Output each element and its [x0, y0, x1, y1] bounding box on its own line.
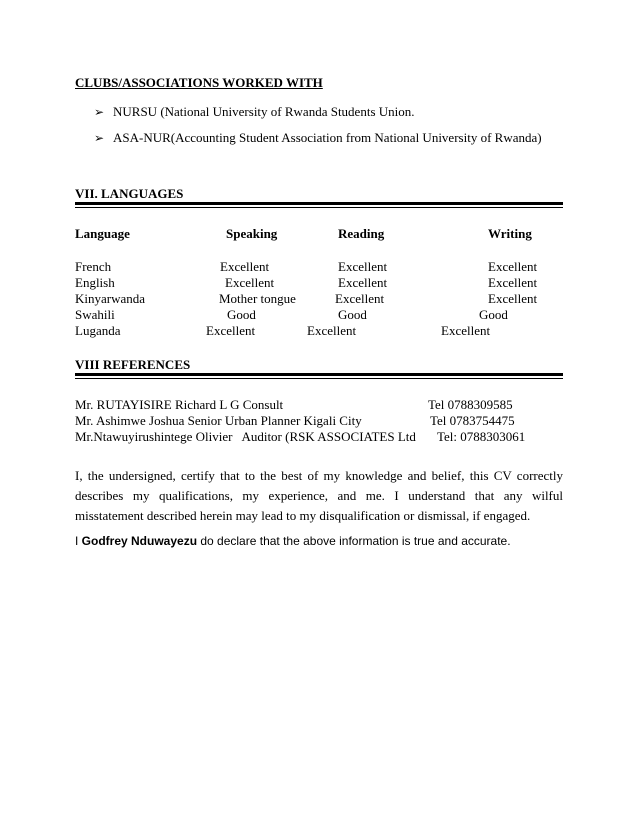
certification-paragraph: I, the undersigned, certify that to the best of my knowledge and belief, this CV correctly describes my qualifications, my experience, and me. I understand that any wilful misstatement described herein may lead to my disqualification or dismissal, if engaged.	[75, 468, 563, 523]
club-item-nursu: NURSU (National University of Rwanda Students Union.	[113, 104, 415, 119]
lang-cell-writing: Excellent	[488, 275, 538, 290]
lang-cell-language: French	[75, 259, 112, 274]
reference-tel: Tel: 0788303061	[437, 429, 526, 444]
col-header-writing: Writing	[488, 226, 532, 241]
lang-cell-language: Luganda	[75, 323, 121, 338]
lang-cell-speaking: Good	[227, 307, 256, 322]
lang-cell-reading: Good	[338, 307, 367, 322]
declaration-suffix: do declare that the above information is true and accurate.	[197, 534, 511, 548]
lang-cell-writing: Excellent	[488, 291, 538, 306]
declaration-prefix: I	[75, 534, 82, 548]
reference-name: Mr.Ntawuyirushintege Olivier Auditor (RSK ASSOCIATES Ltd	[75, 429, 416, 444]
reference-tel: Tel 0783754475	[430, 413, 515, 428]
languages-rule-thin	[75, 207, 563, 208]
lang-cell-language: Swahili	[75, 307, 115, 322]
lang-cell-reading: Excellent	[335, 291, 385, 306]
languages-rule-thick	[75, 202, 563, 205]
reference-tel: Tel 0788309585	[428, 397, 513, 412]
lang-cell-writing: Excellent	[488, 259, 538, 274]
col-header-speaking: Speaking	[226, 226, 278, 241]
lang-cell-reading: Excellent	[338, 275, 388, 290]
lang-cell-writing: Good	[479, 307, 508, 322]
col-header-reading: Reading	[338, 226, 385, 241]
lang-cell-language: English	[75, 275, 115, 290]
reference-name: Mr. Ashimwe Joshua Senior Urban Planner Kigali City	[75, 413, 362, 428]
col-header-language: Language	[75, 226, 130, 241]
references-rule-thick	[75, 373, 563, 376]
languages-heading: VII. LANGUAGES	[75, 186, 184, 201]
references-rule-thin	[75, 378, 563, 379]
reference-name: Mr. RUTAYISIRE Richard L G Consult	[75, 397, 284, 412]
declarant-name: Godfrey Nduwayezu	[81, 534, 198, 548]
lang-cell-reading: Excellent	[307, 323, 357, 338]
lang-cell-speaking: Excellent	[206, 323, 256, 338]
lang-cell-reading: Excellent	[338, 259, 388, 274]
lang-cell-speaking: Mother tongue	[219, 291, 296, 306]
arrow-bullet-icon: ➢	[94, 131, 105, 145]
declaration-line	[75, 533, 511, 549]
lang-cell-writing: Excellent	[441, 323, 491, 338]
lang-cell-speaking: Excellent	[225, 275, 275, 290]
club-item-asa-nur: ASA-NUR(Accounting Student Association from National University of Rwanda)	[113, 130, 542, 145]
arrow-bullet-icon: ➢	[94, 105, 105, 119]
references-heading: VIII REFERENCES	[75, 357, 191, 372]
lang-cell-speaking: Excellent	[220, 259, 270, 274]
clubs-heading: CLUBS/ASSOCIATIONS WORKED WITH	[75, 75, 323, 90]
lang-cell-language: Kinyarwanda	[75, 291, 146, 306]
